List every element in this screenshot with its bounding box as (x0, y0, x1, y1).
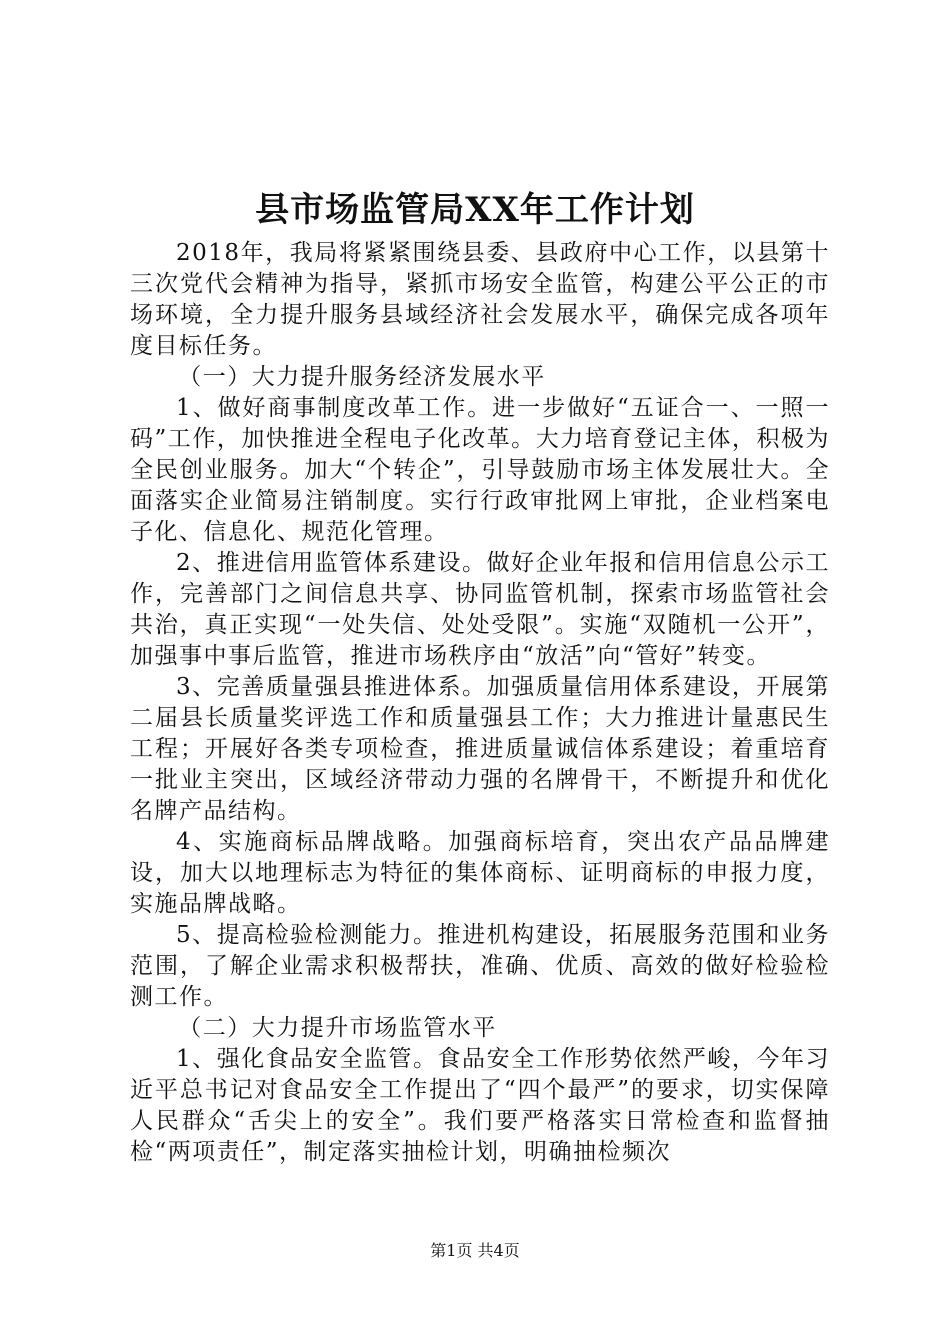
page-number-footer: 第1页 共4页 (430, 1241, 520, 1260)
section-heading-1: （一）大力提升服务经济发展水平 (178, 364, 546, 390)
document-body (130, 238, 830, 1168)
section-1-item-5: 5、提高检验检测能力。推进机构建设，拓展服务范围和业务范围，了解企业需求积极帮扶，准确、优质、高效的做好检验检测工作。 (130, 922, 830, 1010)
section-1-item-4: 4、实施商标品牌战略。加强商标培育，突出农产品品牌建设，加大以地理标志为特征的集体商标、证明商标的申报力度，实施品牌战略。 (130, 829, 830, 917)
section-2-item-1: 1、强化食品安全监管。食品安全工作形势依然严峻，今年习近平总书记对食品安全工作提出了“四个最严”的要求，切实保障人民群众“舌尖上的安全”。我们要严格落实日常检查和监督抽检“两项责任”，制定落实抽检计划，明确抽检频次 (130, 1046, 830, 1165)
document-title: 县市场监管局XX年工作计划 (255, 190, 695, 230)
section-heading-2: （二）大力提升市场监管水平 (178, 1015, 497, 1041)
intro-paragraph: 2018年，我局将紧紧围绕县委、县政府中心工作，以县第十三次党代会精神为指导，紧抓市场安全监管，构建公平公正的市场环境，全力提升服务县域经济社会发展水平，确保完成各项年度目标任务。 (130, 240, 830, 359)
section-1-item-3: 3、完善质量强县推进体系。加强质量信用体系建设，开展第二届县长质量奖评选工作和质量强县工作；大力推进计量惠民生工程；开展好各类专项检查，推进质量诚信体系建设；着重培育一批业主突出，区域经济带动力强的名牌骨干，不断提升和优化名牌产品结构。 (130, 674, 830, 824)
section-1-item-2: 2、推进信用监管体系建设。做好企业年报和信用信息公示工作，完善部门之间信息共享、协同监管机制，探索市场监管社会共治，真正实现“一处失信、处处受限”。实施“双随机一公开”，加强事中事后监管，推进市场秩序由“放活”向“管好”转变。 (130, 550, 830, 669)
section-1-item-1: 1、做好商事制度改革工作。进一步做好“五证合一、一照一码”工作，加快推进全程电子化改革。大力培育登记主体，积极为全民创业服务。加大“个转企”，引导鼓励市场主体发展壮大。全面落实企业简易注销制度。实行行政审批网上审批，企业档案电子化、信息化、规范化管理。 (130, 395, 830, 545)
